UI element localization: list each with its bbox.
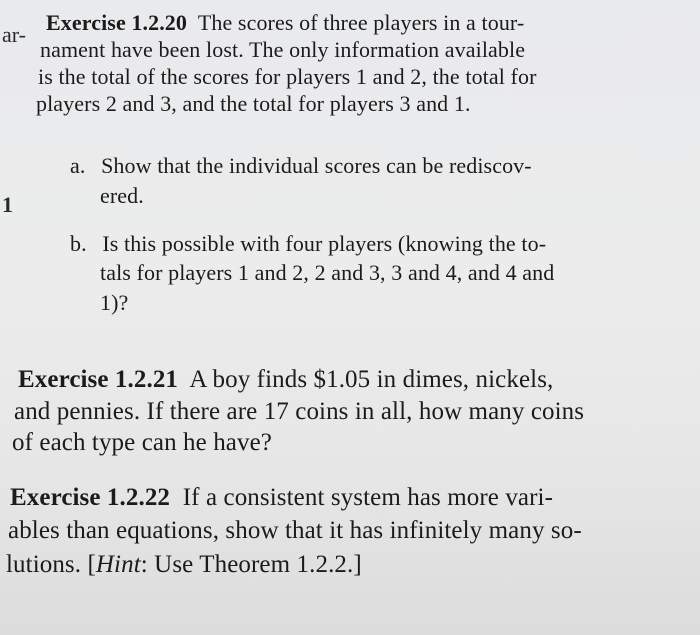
- part-a-line-1: [70, 153, 532, 179]
- exercise-1-2-22-line-3: [6, 551, 362, 579]
- part-a-marker: a.: [70, 153, 86, 178]
- exercise-1-2-21-line-3: of each type can he have?: [12, 429, 272, 456]
- exercise-1-2-21-text-1: A boy finds $1.05 in dimes, nickels,: [189, 366, 554, 393]
- exercise-1-2-22-text-3a: lutions. [: [6, 551, 96, 578]
- exercise-1-2-20-line-1: [46, 10, 524, 36]
- exercise-1-2-21-label: Exercise 1.2.21: [18, 366, 179, 393]
- exercise-1-2-21-line-1: [18, 366, 553, 394]
- part-b-text-1: Is this possible with four players (knowing the to-: [102, 231, 547, 256]
- exercise-1-2-22-line-1: [10, 484, 553, 512]
- margin-fragment-side: 1: [2, 192, 13, 217]
- exercise-1-2-21-line-2: and pennies. If there are 17 coins in all, how many coins: [14, 398, 585, 425]
- exercise-1-2-22-text-1: If a consistent system has more vari-: [182, 484, 554, 511]
- exercise-1-2-20-text-1: The scores of three players in a tour-: [197, 10, 525, 35]
- part-b-line-2: tals for players 1 and 2, 2 and 3, 3 and 4, and 4 and: [100, 260, 555, 285]
- exercise-1-2-20-line-3: is the total of the scores for players 1 and 2, the total for: [38, 64, 537, 89]
- exercise-1-2-20-line-2: nament have been lost. The only information available: [40, 37, 526, 62]
- exercise-1-2-22-text-3b: : Use Theorem 1.2.2.]: [140, 551, 362, 578]
- part-b-line-1: [70, 231, 546, 257]
- hint-label: Hint: [95, 551, 141, 578]
- part-b-marker: b.: [70, 231, 87, 256]
- part-a-line-2: ered.: [100, 183, 144, 208]
- exercise-1-2-22-label: Exercise 1.2.22: [10, 484, 171, 511]
- exercise-1-2-22-line-2: ables than equations, show that it has infinitely many so-: [8, 517, 582, 544]
- part-b-line-3: 1)?: [100, 290, 129, 315]
- exercise-1-2-20-label: Exercise 1.2.20: [46, 10, 188, 35]
- margin-fragment-top: ar-: [2, 22, 26, 47]
- part-a-text-1: Show that the individual scores can be rediscov-: [101, 153, 532, 178]
- exercise-1-2-20-line-4: players 2 and 3, and the total for players 3 and 1.: [36, 91, 471, 116]
